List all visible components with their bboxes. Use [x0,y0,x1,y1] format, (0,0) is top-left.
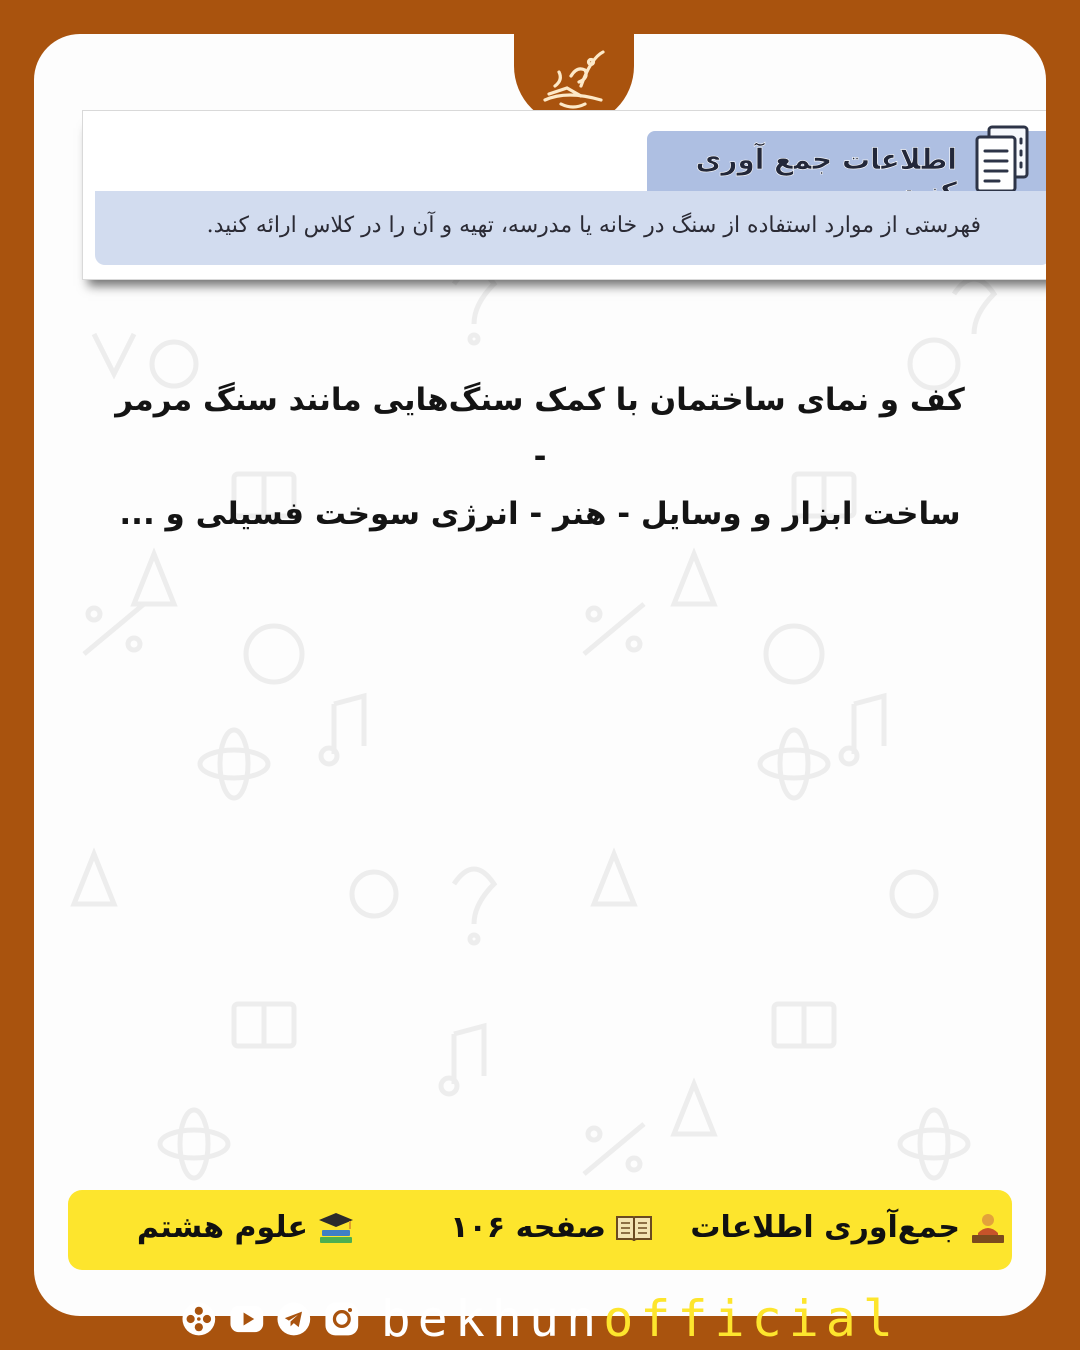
brand-handle [381,1290,900,1348]
bekhun-logo-icon [531,42,617,118]
footer-subject [137,1210,356,1245]
answer-text [104,372,976,543]
instagram-icon[interactable] [323,1296,361,1342]
activity-instruction-panel [95,191,1046,265]
answer-line-1: کف و نمای ساختمان با کمک سنگ‌هایی مانند سنگ مرمر - [115,382,965,475]
content-card [34,34,1046,1316]
footer-activity [690,1210,1008,1245]
open-book-icon [614,1211,654,1245]
textbook-activity-box [82,110,1046,280]
telegram-icon[interactable] [275,1296,313,1342]
graduation-cap-books-icon [316,1211,356,1245]
youtube-icon[interactable] [228,1296,266,1342]
activity-title: اطلاعات جمع آوری [695,143,957,176]
teacher-icon [968,1211,1008,1245]
brand-handle-part2: official [603,1290,901,1348]
brand-handle-part1: bekhun [380,1290,604,1348]
brand-bar [180,1288,900,1350]
documents-icon [965,123,1035,197]
film-reel-icon[interactable] [180,1296,218,1342]
answer-line-2: ساخت ابزار و وسایل - هنر - انرژی سوخت فسیلی و ... [119,496,961,532]
footer-page-label: صفحه ۱۰۶ [450,1210,606,1245]
activity-instruction: فهرستی از موارد استفاده از سنگ در خانه یا مدرسه، تهیه و آن را در کلاس ارائه کنید. [206,213,981,238]
footer-subject-label: علوم هشتم [136,1210,308,1245]
footer-info-bar [68,1190,1012,1270]
footer-page [450,1210,654,1245]
activity-header [647,131,1046,193]
footer-activity-label: جمع‌آوری اطلاعات [690,1210,960,1245]
